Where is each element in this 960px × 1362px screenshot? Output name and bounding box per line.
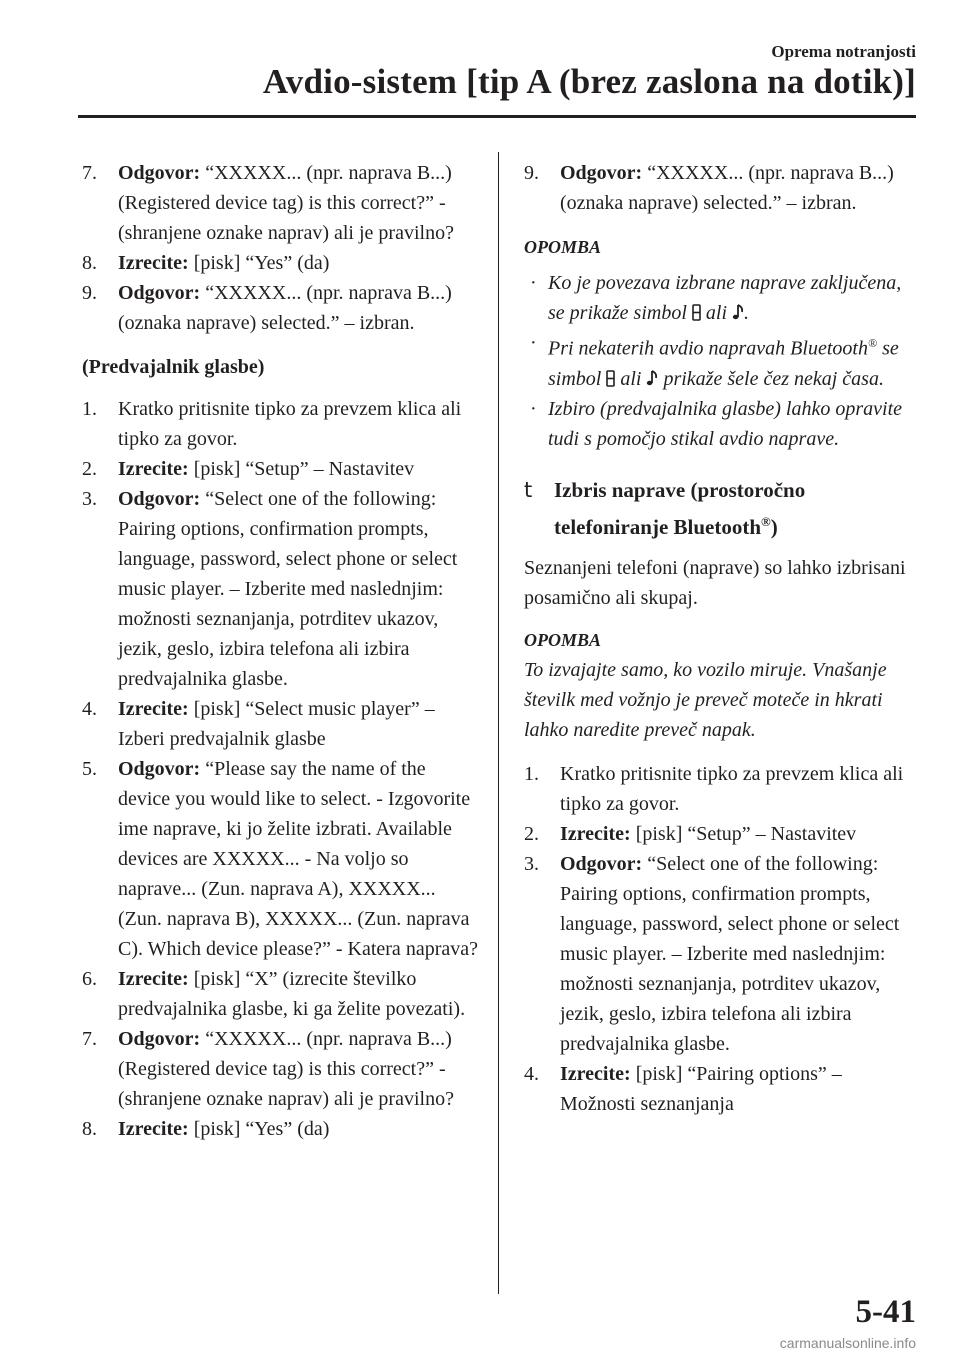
- bullet-text: se simbol: [548, 337, 899, 390]
- bullet-text: Ko je povezava izbrane naprave zaključena, se prikaže simbol: [548, 272, 902, 324]
- step-label: Odgovor:: [118, 162, 201, 184]
- step-number: 1.: [82, 398, 97, 420]
- step-number: 7.: [82, 162, 97, 184]
- right-column: [524, 158, 920, 1119]
- step-text: [pisk] “Yes” (da): [188, 252, 330, 274]
- step-label: Odgovor:: [118, 1028, 201, 1050]
- bullet-text: Izbiro (predvajalnika glasbe) lahko opravite tudi s pomočjo stikal avdio naprave.: [548, 397, 903, 450]
- step-number: 2.: [524, 822, 539, 845]
- list-item: [82, 1114, 480, 1144]
- step-label: Izrecite:: [560, 822, 631, 845]
- step-number: 2.: [82, 458, 97, 480]
- page-title: Avdio-sistem [tip A (brez zaslona na dotik)]: [262, 62, 916, 101]
- step-label: Izrecite:: [118, 252, 189, 274]
- bullet-text: prikaže šele čez nekaj časa.: [658, 367, 884, 390]
- step-label: Izrecite:: [118, 1118, 189, 1140]
- watermark: carmanualsonline.info: [779, 1335, 916, 1351]
- section-title-close: ): [770, 514, 778, 539]
- device-connected-icon: [606, 370, 615, 387]
- step-text: [pisk] “Setup” – Nastavitev: [188, 458, 415, 480]
- note-bullet: [524, 328, 920, 394]
- step-text: [pisk] “Pairing options” – Možnosti seznanjanja: [560, 1062, 842, 1115]
- step-label: Izrecite:: [118, 968, 189, 990]
- section-marker-icon: t: [524, 477, 533, 502]
- step-text: [pisk] “Yes” (da): [188, 1118, 330, 1140]
- list-item: [82, 484, 480, 694]
- list-item: [524, 849, 920, 1059]
- step-label: Odgovor:: [560, 162, 643, 184]
- step-text: “Select one of the following: Pairing options, confirmation prompts, language, password, select phone or select music player. – Izberite med naslednjim: možnosti seznanjanja, potrditev ukazov, jezik, geslo, izbira telefona ali izbira predvajalnika glasbe.: [560, 852, 900, 1055]
- bullet-text: Pri nekaterih avdio napravah Bluetooth: [548, 337, 868, 360]
- step-number: 4.: [524, 1062, 539, 1085]
- list-item: [524, 1059, 920, 1119]
- registered-mark: ®: [867, 336, 878, 350]
- step-number: 8.: [82, 1118, 97, 1140]
- list-item: [82, 454, 480, 484]
- bullet-text: ali: [615, 367, 647, 390]
- bullet-dot: ·: [530, 397, 537, 420]
- note-text: To izvajajte samo, ko vozilo miruje. Vnašanje številk med vožnjo je preveč moteče in hkrati lahko naredite preveč napak.: [524, 658, 887, 741]
- step-number: 5.: [82, 758, 97, 780]
- bullet-text: .: [744, 302, 750, 324]
- step-text: “XXXXX... (npr. naprava B...) (Registered device tag) is this correct?” - (shranjene oznake naprav) ali je pravilno?: [118, 162, 454, 244]
- list-item: [82, 1024, 480, 1114]
- note-bullet: [524, 268, 920, 328]
- step-text: Kratko pritisnite tipko za prevzem klica ali tipko za govor.: [560, 762, 904, 815]
- step-text: “Select one of the following: Pairing options, confirmation prompts, language, password, select phone or select music player. – Izberite med naslednjim: možnosti seznanjanja, potrditev ukazov, jezik, geslo, izbira telefona ali izbira predvajalnika glasbe.: [118, 488, 458, 690]
- steps-list-c: [524, 759, 920, 1119]
- step-number: 9.: [524, 162, 539, 184]
- step-label: Izrecite:: [118, 698, 189, 720]
- column-divider: [498, 152, 499, 1294]
- step-text: “Please say the name of the device you would like to select. - Izgovorite ime naprave, ki jo želite izbrati. Available devices are XXXXX... - Na voljo so naprave... (Zun. naprava A), XXXXX... (Zun. naprava B), XXXXX... (Zun. naprava C). Which device please?” - Katera naprava?: [118, 758, 478, 960]
- step-text: “XXXXX... (npr. naprava B...) (Registered device tag) is this correct?” - (shranjene oznake naprav) ali je pravilno?: [118, 1028, 454, 1110]
- step-number: 8.: [82, 252, 97, 274]
- step-number: 6.: [82, 968, 97, 990]
- step-text: [pisk] “Select music player” – Izberi predvajalnik glasbe: [118, 698, 435, 750]
- header-divider: [78, 115, 916, 118]
- list-item: [524, 819, 920, 849]
- section-title: Izbris naprave (prostoročno telefoniranje Bluetooth: [554, 477, 806, 539]
- page-number: 5-41: [855, 1294, 916, 1330]
- left-column: [82, 158, 480, 1144]
- list-item: [82, 694, 480, 754]
- step-number: 9.: [82, 282, 97, 304]
- step-number: 7.: [82, 1028, 97, 1050]
- step-label: Odgovor:: [118, 758, 201, 780]
- music-note-icon: [732, 303, 744, 321]
- list-item: [82, 394, 480, 454]
- step-number: 3.: [524, 852, 539, 875]
- step-text: [pisk] “Setup” – Nastavitev: [630, 822, 857, 845]
- bullet-dot: ·: [530, 272, 537, 294]
- note-bullet: [524, 394, 920, 454]
- step-text: “XXXXX... (npr. naprava B...) (oznaka naprave) selected.” – izbran.: [118, 282, 452, 334]
- step-text: [pisk] “X” (izrecite številko predvajalnika glasbe, ki ga želite povezati).: [118, 968, 466, 1020]
- note-heading: OPOMBA: [524, 629, 602, 650]
- section-label: Oprema notranjosti: [771, 42, 916, 61]
- step-label: Izrecite:: [118, 458, 189, 480]
- steps-list-a: [82, 158, 480, 338]
- list-item: [524, 158, 920, 218]
- step-text: Kratko pritisnite tipko za prevzem klica ali tipko za govor.: [118, 398, 462, 450]
- section-heading-delete-device: [524, 474, 920, 543]
- intro-paragraph: Seznanjeni telefoni (naprave) so lahko izbrisani posamično ali skupaj.: [524, 556, 906, 609]
- list-item: [82, 964, 480, 1024]
- steps-list-b: [82, 394, 480, 1144]
- list-item: [82, 754, 480, 964]
- step-label: Odgovor:: [118, 282, 201, 304]
- list-item: [82, 278, 480, 338]
- step-number: 3.: [82, 488, 97, 510]
- bullet-text: ali: [700, 302, 733, 324]
- step-text: “XXXXX... (npr. naprava B...) (oznaka naprave) selected.” – izbran.: [560, 162, 894, 214]
- step-number: 4.: [82, 698, 97, 720]
- step-label: Odgovor:: [118, 488, 201, 510]
- list-item: [82, 248, 480, 278]
- list-item: [82, 158, 480, 248]
- step-number: 1.: [524, 762, 539, 785]
- subheading-music-player: (Predvajalnik glasbe): [82, 356, 265, 378]
- device-connected-icon: [692, 304, 701, 321]
- list-item: [524, 759, 920, 819]
- bullet-dot: ·: [530, 332, 537, 354]
- step-label: Odgovor:: [560, 852, 643, 875]
- registered-mark: ®: [761, 513, 771, 529]
- note-heading: OPOMBA: [524, 237, 602, 257]
- step-label: Izrecite:: [560, 1062, 631, 1085]
- music-note-icon: [646, 369, 658, 387]
